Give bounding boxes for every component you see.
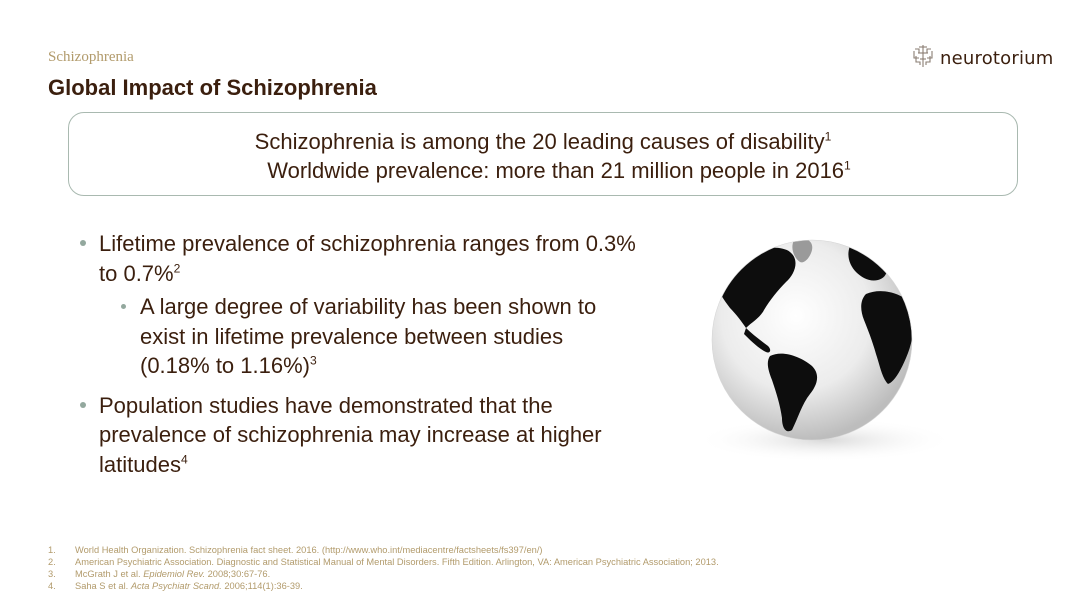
callout-line-prevalence xyxy=(69,156,1017,185)
reference-number: 3. xyxy=(48,569,56,579)
reference-text xyxy=(75,580,303,592)
reference-tail: 2008;30:67-76. xyxy=(205,569,271,579)
citation-sup: 1 xyxy=(844,158,851,173)
neurotorium-logo xyxy=(912,44,1054,72)
reference-number: 2. xyxy=(48,557,56,567)
globe-image xyxy=(690,222,980,477)
globe-icon xyxy=(690,222,980,477)
reference-item xyxy=(48,580,1048,592)
key-facts-callout xyxy=(68,112,1018,196)
citation-sup: 3 xyxy=(309,353,317,368)
sub-bullet-item xyxy=(119,292,638,381)
reference-number: 1. xyxy=(48,545,56,555)
callout-text: Schizophrenia is among the 20 leading causes of disability xyxy=(254,129,825,154)
reference-item xyxy=(48,568,1048,580)
bullet-dot-icon xyxy=(121,304,126,309)
bullet-dot-icon xyxy=(80,402,86,408)
bullet-item xyxy=(78,229,638,288)
reference-text xyxy=(75,556,719,568)
logo-text: neurotorium xyxy=(940,47,1054,69)
reference-body: American Psychiatric Association. Diagnostic and Statistical Manual of Mental Disorders. Fifth Edition. Arlington, VA: American Psychiatric Association; 2013. xyxy=(75,557,719,567)
section-label: Schizophrenia xyxy=(48,49,134,65)
citation-sup: 1 xyxy=(824,129,832,144)
page-title: Global Impact of Schizophrenia xyxy=(48,75,377,100)
reference-item xyxy=(48,556,1048,568)
reference-text xyxy=(75,568,270,580)
reference-item xyxy=(48,544,1048,556)
reference-tail: 2006;114(1):36-39. xyxy=(221,581,303,591)
references xyxy=(48,544,1048,592)
brain-tree-icon xyxy=(912,43,934,74)
reference-journal: Epidemiol Rev. xyxy=(143,569,206,579)
bullet-list xyxy=(78,229,638,483)
reference-journal: Acta Psychiatr Scand. xyxy=(130,581,222,591)
reference-text xyxy=(75,544,543,556)
bullet-text: Population studies have demonstrated that the prevalence of schizophrenia may increase at higher latitudes xyxy=(99,392,602,477)
bullet-text: Lifetime prevalence of schizophrenia ranges from 0.3% to 0.7% xyxy=(99,231,636,286)
reference-body: Saha S et al. xyxy=(75,581,131,591)
reference-body: World Health Organization. Schizophrenia fact sheet. 2016. (http://www.who.int/mediacentre/factsheets/fs397/en/) xyxy=(75,545,543,555)
citation-sup: 2 xyxy=(173,261,181,276)
reference-body: McGrath J et al. xyxy=(75,569,144,579)
bullet-dot-icon xyxy=(80,240,86,246)
reference-number: 4. xyxy=(48,581,56,591)
bullet-item xyxy=(78,391,638,480)
callout-line-disability xyxy=(69,127,1017,156)
callout-text: Worldwide prevalence: more than 21 million people in 2016 xyxy=(267,158,845,183)
bullet-text: A large degree of variability has been shown to exist in lifetime prevalence between studies (0.18% to 1.16%) xyxy=(140,294,597,378)
citation-sup: 4 xyxy=(180,452,188,467)
